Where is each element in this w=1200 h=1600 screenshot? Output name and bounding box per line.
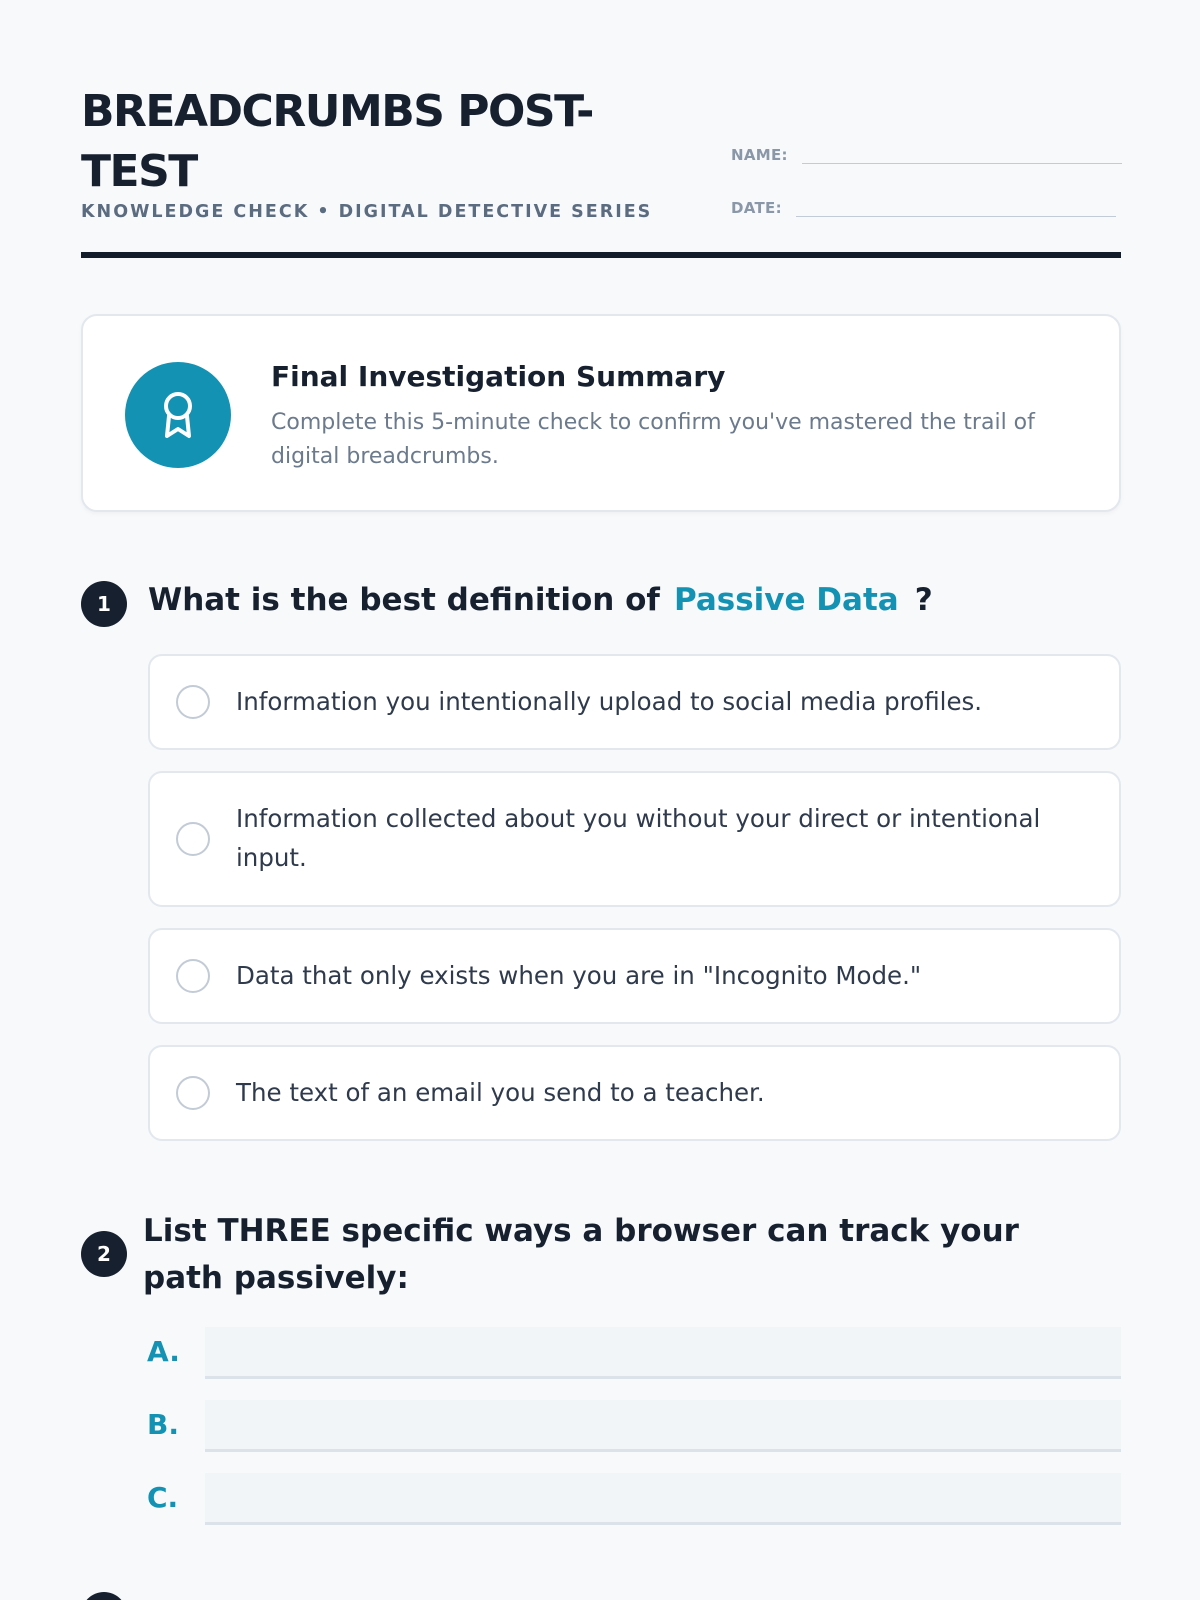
option-label: Information you intentionally upload to social media profiles. <box>236 687 983 716</box>
answer-field-a[interactable] <box>205 1327 1121 1379</box>
answer-option-4[interactable] <box>148 1045 1121 1141</box>
question-1-prefix: What is the best definition of <box>148 582 660 618</box>
worksheet-header <box>81 0 1121 262</box>
radio-button[interactable] <box>176 822 210 856</box>
page-title: BREADCRUMBS POST-TEST <box>81 86 593 197</box>
name-row <box>731 146 1122 164</box>
question-1-text <box>148 582 933 618</box>
worksheet-page <box>81 0 1121 1514</box>
header-divider <box>81 252 1121 258</box>
answer-field-b[interactable] <box>205 1400 1121 1452</box>
answer-label-a: A. <box>147 1335 180 1368</box>
question-number-3 <box>81 1592 127 1600</box>
date-row <box>731 199 1116 217</box>
award-ribbon-icon <box>125 362 231 468</box>
question-2-text: List THREE specific ways a browser can track your path passively: <box>143 1213 1019 1296</box>
answer-field-c[interactable] <box>205 1473 1121 1525</box>
question-1-highlight: Passive Data <box>673 582 899 618</box>
radio-button[interactable] <box>176 1076 210 1110</box>
question-1-suffix: ? <box>914 582 933 618</box>
radio-button[interactable] <box>176 959 210 993</box>
answer-option-3[interactable] <box>148 928 1121 1024</box>
question-number-2: 2 <box>81 1231 127 1277</box>
answer-label-b: B. <box>147 1408 179 1441</box>
radio-button[interactable] <box>176 685 210 719</box>
option-label: Data that only exists when you are in "Incognito Mode." <box>236 961 922 990</box>
option-label: The text of an email you send to a teacher. <box>236 1078 765 1107</box>
date-label: DATE: <box>731 199 782 217</box>
name-field[interactable] <box>802 163 1122 164</box>
summary-card <box>81 314 1121 512</box>
name-label: NAME: <box>731 146 788 164</box>
date-field[interactable] <box>796 216 1116 217</box>
answer-label-c: C. <box>147 1481 179 1514</box>
page-subtitle: KNOWLEDGE CHECK • DIGITAL DETECTIVE SERIES <box>81 202 653 222</box>
summary-title: Final Investigation Summary <box>271 360 726 393</box>
answer-option-2[interactable] <box>148 771 1121 907</box>
answer-option-1[interactable] <box>148 654 1121 750</box>
summary-description: Complete this 5-minute check to confirm you've mastered the trail of digital breadcrumbs. <box>271 410 1035 469</box>
option-label: Information collected about you without your direct or intentional input. <box>236 804 1041 872</box>
question-number-1: 1 <box>81 581 127 627</box>
